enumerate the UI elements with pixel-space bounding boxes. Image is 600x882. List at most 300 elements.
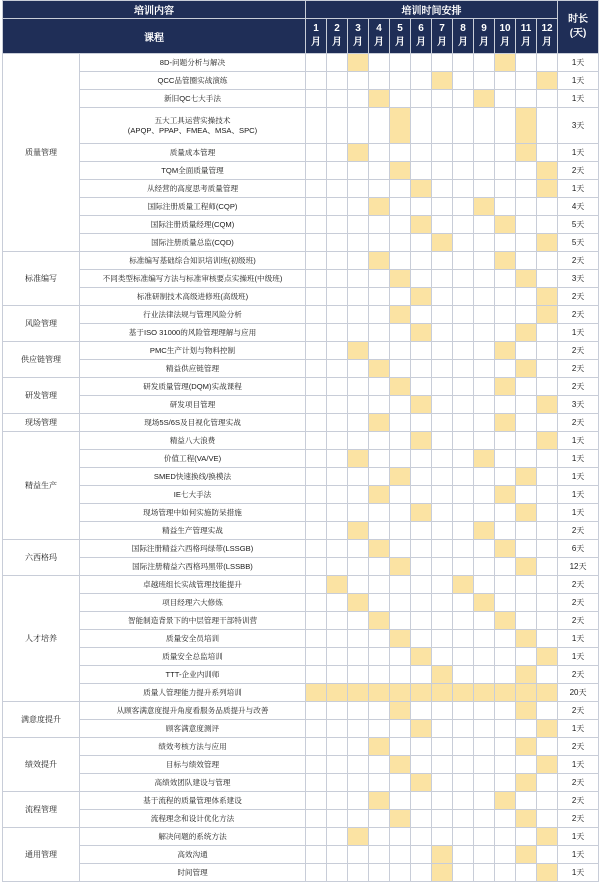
month-number: 12	[541, 23, 553, 34]
month-cell	[306, 810, 327, 828]
month-cell	[390, 288, 411, 306]
month-cell	[537, 738, 558, 756]
table-row	[3, 162, 599, 180]
scheduled-month-cell	[453, 684, 474, 702]
month-cell	[390, 612, 411, 630]
month-cell	[537, 198, 558, 216]
month-cell	[432, 360, 453, 378]
month-cell	[516, 612, 537, 630]
duration-cell: 2天	[558, 162, 599, 180]
month-cell	[432, 54, 453, 72]
scheduled-month-cell	[348, 684, 369, 702]
month-cell	[453, 108, 474, 144]
month-cell	[453, 414, 474, 432]
month-cell	[516, 396, 537, 414]
month-cell	[474, 252, 495, 270]
month-cell	[474, 810, 495, 828]
category-cell: 绩效提升	[3, 738, 80, 792]
duration-cell: 2天	[558, 612, 599, 630]
scheduled-month-cell	[537, 720, 558, 738]
scheduled-month-cell	[495, 54, 516, 72]
month-cell	[348, 504, 369, 522]
month-cell	[495, 144, 516, 162]
table-row	[3, 594, 599, 612]
course-name: 顾客满意度测评	[80, 720, 306, 738]
scheduled-month-cell	[411, 432, 432, 450]
scheduled-month-cell	[516, 738, 537, 756]
month-cell	[453, 396, 474, 414]
category-cell: 流程管理	[3, 792, 80, 828]
month-cell	[516, 450, 537, 468]
month-cell	[537, 54, 558, 72]
scheduled-month-cell	[390, 270, 411, 288]
table-row	[3, 180, 599, 198]
month-cell	[327, 342, 348, 360]
course-name: 卓越班组长实战管理技能提升	[80, 576, 306, 594]
scheduled-month-cell	[495, 252, 516, 270]
month-cell	[516, 54, 537, 72]
month-cell	[327, 234, 348, 252]
month-number: 1	[313, 23, 319, 34]
month-cell	[348, 108, 369, 144]
month-cell	[453, 522, 474, 540]
month-cell	[474, 162, 495, 180]
month-cell	[432, 162, 453, 180]
month-unit: 月	[374, 37, 384, 48]
month-cell	[390, 72, 411, 90]
month-cell	[516, 594, 537, 612]
month-cell	[537, 594, 558, 612]
course-name: 国际注册质量总监(CQD)	[80, 234, 306, 252]
month-cell	[453, 738, 474, 756]
month-cell	[495, 270, 516, 288]
category-cell: 满意度提升	[3, 702, 80, 738]
month-cell	[432, 792, 453, 810]
category-cell: 人才培养	[3, 576, 80, 702]
month-cell	[474, 144, 495, 162]
scheduled-month-cell	[348, 450, 369, 468]
table-row	[3, 774, 599, 792]
month-cell	[453, 468, 474, 486]
month-cell	[369, 522, 390, 540]
month-number: 9	[481, 23, 487, 34]
month-cell	[327, 378, 348, 396]
table-row	[3, 486, 599, 504]
month-cell	[348, 846, 369, 864]
table-row	[3, 864, 599, 882]
course-name: 目标与绩效管理	[80, 756, 306, 774]
month-cell	[453, 54, 474, 72]
month-cell	[474, 234, 495, 252]
category-cell: 六西格玛	[3, 540, 80, 576]
scheduled-month-cell	[432, 72, 453, 90]
month-cell	[516, 864, 537, 882]
month-cell	[411, 612, 432, 630]
month-cell	[495, 72, 516, 90]
scheduled-month-cell	[516, 144, 537, 162]
month-unit: 月	[353, 37, 363, 48]
month-unit: 月	[521, 37, 531, 48]
duration-cell: 1天	[558, 648, 599, 666]
month-cell	[453, 774, 474, 792]
month-cell	[516, 486, 537, 504]
month-cell	[306, 378, 327, 396]
month-cell	[327, 324, 348, 342]
month-cell	[348, 558, 369, 576]
month-cell	[369, 504, 390, 522]
month-cell	[306, 756, 327, 774]
month-unit: 月	[500, 37, 510, 48]
month-cell	[306, 144, 327, 162]
month-cell	[411, 270, 432, 288]
scheduled-month-cell	[411, 180, 432, 198]
month-cell	[453, 810, 474, 828]
scheduled-month-cell	[348, 828, 369, 846]
course-name: 质量安全总监培训	[80, 648, 306, 666]
month-cell	[537, 378, 558, 396]
month-cell	[411, 846, 432, 864]
scheduled-month-cell	[432, 684, 453, 702]
month-cell	[453, 702, 474, 720]
duration-cell: 1天	[558, 450, 599, 468]
scheduled-month-cell	[369, 738, 390, 756]
month-cell	[453, 342, 474, 360]
month-cell	[474, 738, 495, 756]
month-cell	[474, 468, 495, 486]
month-cell	[348, 540, 369, 558]
scheduled-month-cell	[537, 864, 558, 882]
scheduled-month-cell	[348, 54, 369, 72]
table-row	[3, 360, 599, 378]
month-cell	[369, 54, 390, 72]
month-cell	[411, 738, 432, 756]
month-cell	[495, 648, 516, 666]
month-cell	[453, 720, 474, 738]
table-row	[3, 324, 599, 342]
duration-cell: 3天	[558, 396, 599, 414]
scheduled-month-cell	[495, 342, 516, 360]
month-cell	[516, 90, 537, 108]
table-row	[3, 216, 599, 234]
month-cell	[474, 378, 495, 396]
month-cell	[369, 810, 390, 828]
month-cell	[348, 576, 369, 594]
month-cell	[390, 522, 411, 540]
month-cell	[453, 234, 474, 252]
course-name: 研发项目管理	[80, 396, 306, 414]
month-cell	[348, 90, 369, 108]
month-cell	[369, 342, 390, 360]
scheduled-month-cell	[495, 792, 516, 810]
month-header-7	[432, 19, 453, 54]
month-cell	[516, 216, 537, 234]
category-cell: 标准编写	[3, 252, 80, 306]
course-name: 项目经理六大修炼	[80, 594, 306, 612]
month-cell	[348, 486, 369, 504]
table-row	[3, 144, 599, 162]
month-cell	[516, 756, 537, 774]
table-row	[3, 738, 599, 756]
month-cell	[495, 504, 516, 522]
month-cell	[453, 486, 474, 504]
scheduled-month-cell	[474, 522, 495, 540]
month-cell	[306, 216, 327, 234]
month-cell	[348, 288, 369, 306]
month-cell	[537, 846, 558, 864]
month-cell	[474, 630, 495, 648]
month-cell	[432, 252, 453, 270]
scheduled-month-cell	[411, 396, 432, 414]
scheduled-month-cell	[516, 630, 537, 648]
month-cell	[432, 594, 453, 612]
month-cell	[369, 180, 390, 198]
month-cell	[432, 450, 453, 468]
month-cell	[369, 702, 390, 720]
scheduled-month-cell	[453, 576, 474, 594]
month-cell	[516, 252, 537, 270]
month-cell	[537, 810, 558, 828]
month-cell	[453, 558, 474, 576]
course-name: 精益八大浪费	[80, 432, 306, 450]
scheduled-month-cell	[432, 864, 453, 882]
duration-cell: 3天	[558, 270, 599, 288]
month-cell	[327, 774, 348, 792]
course-name: QCC品管圈实战演练	[80, 72, 306, 90]
table-row	[3, 756, 599, 774]
scheduled-month-cell	[390, 630, 411, 648]
month-header-2	[327, 19, 348, 54]
scheduled-month-cell	[474, 594, 495, 612]
month-cell	[495, 630, 516, 648]
month-cell	[369, 108, 390, 144]
month-cell	[516, 432, 537, 450]
duration-cell: 1天	[558, 504, 599, 522]
month-cell	[369, 864, 390, 882]
month-cell	[327, 846, 348, 864]
month-cell	[495, 522, 516, 540]
month-cell	[474, 504, 495, 522]
table-row	[3, 72, 599, 90]
month-cell	[306, 72, 327, 90]
table-row	[3, 90, 599, 108]
month-cell	[390, 90, 411, 108]
month-cell	[474, 270, 495, 288]
scheduled-month-cell	[327, 684, 348, 702]
month-cell	[516, 828, 537, 846]
duration-cell: 2天	[558, 810, 599, 828]
month-cell	[453, 864, 474, 882]
scheduled-month-cell	[537, 234, 558, 252]
table-body	[3, 54, 599, 882]
month-cell	[327, 648, 348, 666]
month-cell	[411, 252, 432, 270]
table-row	[3, 540, 599, 558]
course-name: 高绩效团队建设与管理	[80, 774, 306, 792]
duration-cell: 5天	[558, 234, 599, 252]
course-name: 行业法律法规与管理风险分析	[80, 306, 306, 324]
scheduled-month-cell	[390, 558, 411, 576]
month-cell	[327, 90, 348, 108]
month-cell	[453, 594, 474, 612]
month-cell	[495, 864, 516, 882]
month-cell	[516, 234, 537, 252]
month-cell	[495, 738, 516, 756]
month-cell	[411, 522, 432, 540]
month-cell	[390, 144, 411, 162]
month-cell	[306, 720, 327, 738]
month-cell	[453, 504, 474, 522]
month-cell	[432, 378, 453, 396]
duration-cell: 2天	[558, 522, 599, 540]
table-row	[3, 450, 599, 468]
scheduled-month-cell	[369, 684, 390, 702]
month-cell	[432, 90, 453, 108]
month-cell	[369, 720, 390, 738]
duration-cell: 1天	[558, 630, 599, 648]
course-name: 8D-问题分析与解决	[80, 54, 306, 72]
scheduled-month-cell	[516, 810, 537, 828]
course-name: 质量成本管理	[80, 144, 306, 162]
month-cell	[369, 468, 390, 486]
month-cell	[369, 378, 390, 396]
month-cell	[537, 576, 558, 594]
table-row	[3, 270, 599, 288]
month-cell	[348, 864, 369, 882]
duration-cell: 1天	[558, 828, 599, 846]
month-cell	[411, 630, 432, 648]
month-cell	[390, 414, 411, 432]
course-name: 高效沟通	[80, 846, 306, 864]
month-cell	[348, 234, 369, 252]
month-cell	[327, 432, 348, 450]
scheduled-month-cell	[537, 396, 558, 414]
month-cell	[306, 198, 327, 216]
month-cell	[474, 846, 495, 864]
month-number: 2	[334, 23, 340, 34]
month-cell	[453, 72, 474, 90]
month-cell	[432, 144, 453, 162]
duration-cell: 5天	[558, 216, 599, 234]
month-cell	[306, 324, 327, 342]
table-row	[3, 684, 599, 702]
course-name: 从经营的高度思考质量管理	[80, 180, 306, 198]
table-header	[3, 1, 599, 54]
table-row	[3, 432, 599, 450]
month-cell	[432, 432, 453, 450]
month-cell	[390, 648, 411, 666]
scheduled-month-cell	[516, 558, 537, 576]
month-cell	[306, 486, 327, 504]
duration-cell: 1天	[558, 720, 599, 738]
month-cell	[474, 54, 495, 72]
month-cell	[453, 630, 474, 648]
course-name: 精益供应链管理	[80, 360, 306, 378]
course-name: 国际注册精益六西格玛黑带(LSSBB)	[80, 558, 306, 576]
month-cell	[537, 612, 558, 630]
month-cell	[369, 846, 390, 864]
month-cell	[411, 54, 432, 72]
month-unit: 月	[479, 37, 489, 48]
month-cell	[369, 234, 390, 252]
scheduled-month-cell	[390, 468, 411, 486]
month-cell	[474, 324, 495, 342]
month-cell	[306, 108, 327, 144]
scheduled-month-cell	[411, 684, 432, 702]
month-cell	[348, 252, 369, 270]
month-cell	[411, 234, 432, 252]
duration-cell: 1天	[558, 756, 599, 774]
month-cell	[411, 468, 432, 486]
duration-cell: 4天	[558, 198, 599, 216]
month-cell	[432, 612, 453, 630]
month-cell	[411, 756, 432, 774]
duration-cell: 6天	[558, 540, 599, 558]
month-cell	[453, 162, 474, 180]
month-cell	[327, 828, 348, 846]
course-name: IE七大手法	[80, 486, 306, 504]
scheduled-month-cell	[537, 648, 558, 666]
scheduled-month-cell	[411, 720, 432, 738]
month-cell	[411, 72, 432, 90]
month-cell	[390, 432, 411, 450]
scheduled-month-cell	[495, 216, 516, 234]
month-cell	[495, 324, 516, 342]
scheduled-month-cell	[495, 414, 516, 432]
month-cell	[390, 252, 411, 270]
month-cell	[453, 540, 474, 558]
scheduled-month-cell	[348, 342, 369, 360]
month-cell	[537, 342, 558, 360]
month-cell	[306, 342, 327, 360]
month-cell	[348, 216, 369, 234]
table-row	[3, 468, 599, 486]
scheduled-month-cell	[348, 522, 369, 540]
month-cell	[327, 72, 348, 90]
month-cell	[432, 630, 453, 648]
duration-cell: 1天	[558, 864, 599, 882]
scheduled-month-cell	[411, 648, 432, 666]
month-header-9	[474, 19, 495, 54]
month-cell	[537, 774, 558, 792]
table-row	[3, 108, 599, 144]
duration-cell: 1天	[558, 468, 599, 486]
table-row	[3, 54, 599, 72]
month-cell	[390, 666, 411, 684]
duration-cell: 1天	[558, 90, 599, 108]
month-cell	[348, 324, 369, 342]
month-cell	[537, 324, 558, 342]
month-number: 7	[439, 23, 445, 34]
scheduled-month-cell	[537, 756, 558, 774]
month-cell	[369, 324, 390, 342]
month-cell	[537, 540, 558, 558]
month-cell	[453, 216, 474, 234]
course-name: TTT-企业内训师	[80, 666, 306, 684]
month-cell	[306, 558, 327, 576]
month-cell	[369, 756, 390, 774]
month-cell	[432, 774, 453, 792]
month-cell	[327, 108, 348, 144]
course-name: 智能制造背景下的中层管理干部特训营	[80, 612, 306, 630]
month-cell	[474, 540, 495, 558]
month-cell	[432, 306, 453, 324]
month-cell	[432, 396, 453, 414]
table-row	[3, 558, 599, 576]
month-header-3	[348, 19, 369, 54]
month-cell	[432, 828, 453, 846]
table-row	[3, 396, 599, 414]
month-cell	[327, 306, 348, 324]
